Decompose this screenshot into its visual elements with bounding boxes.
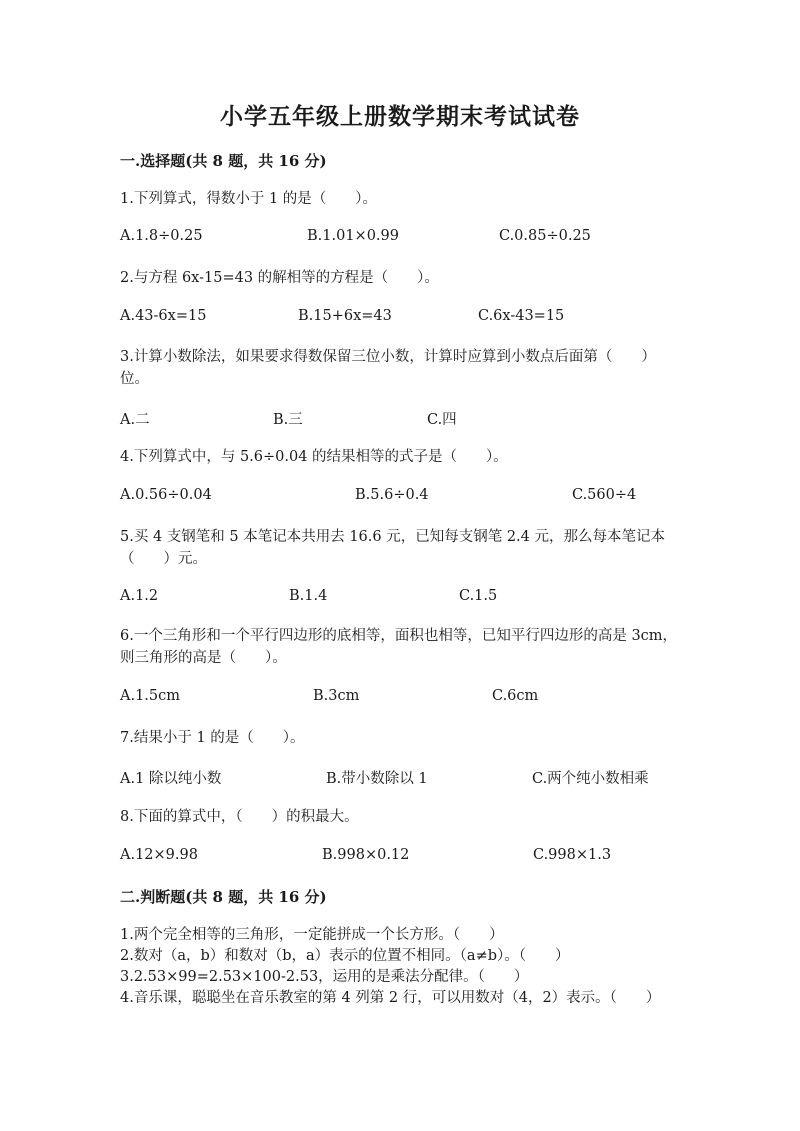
option-b: B.带小数除以 1 [326, 771, 428, 787]
option-c: C.四 [427, 412, 457, 428]
question-stem: 3.计算小数除法，如果要求得数保留三位小数，计算时应算到小数点后面第（ ）位。 [120, 349, 656, 387]
question-stem: 8.下面的算式中，（ ）的积最大。 [120, 809, 359, 825]
question-stem: 1.下列算式，得数小于 1 的是（ ）。 [120, 191, 378, 207]
page-title: 小学五年级上册数学期末考试试卷 [220, 103, 580, 130]
option-c: C.6x-43=15 [478, 308, 565, 324]
option-a: A.0.56÷0.04 [120, 487, 212, 503]
option-a: A.1.2 [120, 588, 159, 604]
option-b: B.1.4 [289, 588, 328, 604]
option-b: B.15+6x=43 [298, 308, 392, 324]
true-false-item: 4.音乐课，聪聪坐在音乐教室的第 4 列第 2 行，可以用数对（4，2）表示。（ ） [120, 990, 661, 1006]
question-stem: 6.一个三角形和一个平行四边形的底相等，面积也相等，已知平行四边形的高是 3cm，则三角形的高是（ ）。 [120, 628, 678, 666]
option-c: C.560÷4 [572, 487, 637, 503]
question-stem: 4.下列算式中，与 5.6÷0.04 的结果相等的式子是（ ）。 [120, 449, 508, 465]
option-a: A.43-6x=15 [120, 308, 207, 324]
option-c: C.1.5 [459, 588, 498, 604]
option-c: C.6cm [492, 688, 539, 704]
true-false-item: 2.数对（a，b）和数对（b，a）表示的位置不相同。（a≠b）。（ ） [120, 948, 570, 964]
option-c: C.两个纯小数相乘 [532, 771, 649, 787]
question-stem: 5.买 4 支钢笔和 5 本笔记本共用去 16.6 元，已知每支钢笔 2.4 元，那么每本笔记本（ ）元。 [120, 529, 666, 567]
option-b: B.3cm [313, 688, 360, 704]
option-a: A.1.8÷0.25 [120, 228, 203, 244]
option-a: A.1 除以纯小数 [120, 771, 222, 787]
true-false-item: 1.两个完全相等的三角形，一定能拼成一个长方形。（ ） [120, 927, 504, 943]
question-stem: 2.与方程 6x-15=43 的解相等的方程是（ ）。 [120, 270, 439, 286]
option-b: B.1.01×0.99 [307, 228, 399, 244]
section-heading-true-false: 二.判断题(共 8 题，共 16 分) [120, 888, 327, 906]
option-a: A.1.5cm [120, 688, 181, 704]
option-c: C.998×1.3 [533, 847, 612, 863]
option-a: A.12×9.98 [120, 847, 198, 863]
option-a: A.二 [120, 412, 150, 428]
option-c: C.0.85÷0.25 [499, 228, 591, 244]
option-b: B.998×0.12 [322, 847, 410, 863]
option-b: B.三 [273, 412, 303, 428]
true-false-item: 3.2.53×99=2.53×100-2.53，运用的是乘法分配律。（ ） [120, 969, 529, 985]
section-heading-choice: 一.选择题(共 8 题，共 16 分) [120, 152, 327, 170]
option-b: B.5.6÷0.4 [355, 487, 429, 503]
question-stem: 7.结果小于 1 的是（ ）。 [120, 730, 305, 746]
